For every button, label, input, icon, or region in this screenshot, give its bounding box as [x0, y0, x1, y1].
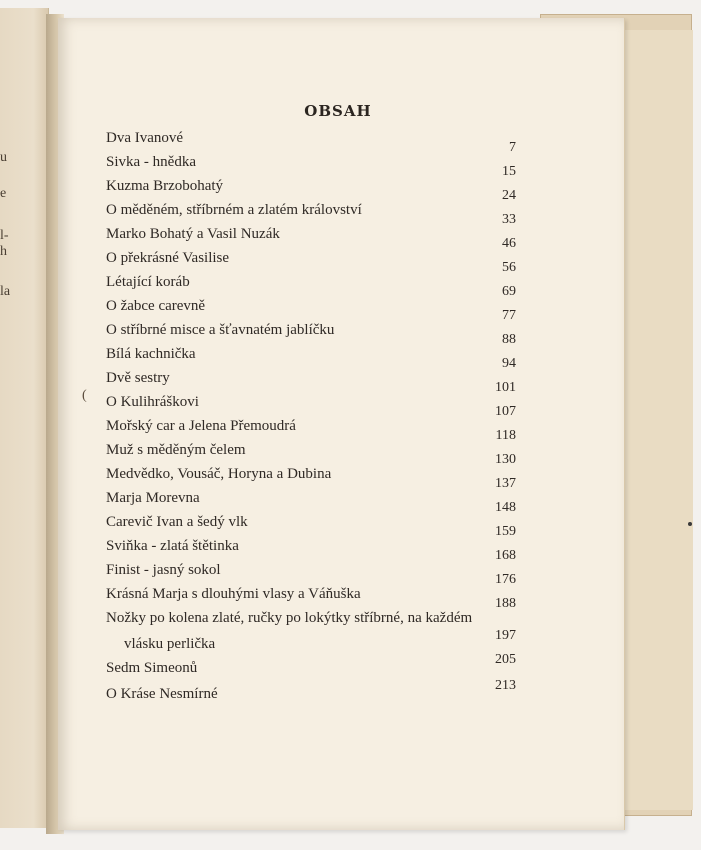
toc-entry-page: 148 — [495, 500, 516, 515]
toc-entry-title: O měděném, stříbrném a zlatém království — [106, 202, 362, 218]
toc-entry-page: 188 — [495, 596, 516, 611]
toc-entry-page: 46 — [502, 236, 516, 251]
toc-entry-page: 88 — [502, 332, 516, 347]
toc-entry-title: O Kráse Nesmírné — [106, 686, 218, 702]
toc-entry-title: Nožky po kolena zlaté, ručky po lokýtky stříbrné, na každém — [106, 610, 473, 626]
toc-entry-title: Mořský car a Jelena Přemoudrá — [106, 418, 296, 434]
toc-entry-page: 118 — [495, 428, 516, 443]
toc-entry-page: 101 — [495, 380, 516, 395]
toc-entry-page: 107 — [495, 404, 516, 419]
toc-entry-title: Bílá kachnička — [106, 346, 196, 362]
toc-entry-title: Dvě sestry — [106, 370, 170, 386]
toc-entry-page: 15 — [502, 164, 516, 179]
left-page-fragment: u — [0, 150, 7, 165]
toc-entry-title: Létající koráb — [106, 274, 190, 290]
toc-entry-page: 7 — [509, 140, 516, 155]
toc-entry-page: 137 — [495, 476, 516, 491]
toc-entry-title: Sviňka - zlatá štětinka — [106, 538, 239, 554]
toc-entry-page: 69 — [502, 284, 516, 299]
left-page — [0, 8, 49, 828]
toc-entry-page: 168 — [495, 548, 516, 563]
toc-entry-page: 56 — [502, 260, 516, 275]
toc-entry-page: 77 — [502, 308, 516, 323]
toc-entry-page: 159 — [495, 524, 516, 539]
toc-entry-page: 33 — [502, 212, 516, 227]
toc-entry-title: Kuzma Brzobohatý — [106, 178, 224, 194]
toc-entry-page: 24 — [502, 188, 516, 203]
toc-entry-page: 213 — [495, 678, 516, 693]
toc-entry-page: 130 — [495, 452, 516, 467]
left-page-fragment: h — [0, 244, 7, 259]
toc-entry-title: Dva Ivanové — [106, 130, 184, 146]
toc-entry-title: Sedm Simeonů — [106, 660, 198, 676]
toc-entry-title: Marko Bohatý a Vasil Nuzák — [106, 226, 280, 242]
toc-entry-title: O žabce carevně — [106, 298, 206, 314]
toc-entry-title: Medvědko, Vousáč, Horyna a Dubina — [106, 466, 332, 482]
page-title: OBSAH — [304, 102, 372, 120]
toc-entry-title: Carevič Ivan a šedý vlk — [106, 514, 248, 530]
toc-entry-page: 176 — [495, 572, 516, 587]
toc-entry-title: O překrásné Vasilise — [106, 250, 230, 266]
toc-entry-title: Marja Morevna — [106, 490, 200, 506]
left-page-fragment: l- — [0, 228, 9, 243]
page-speck — [688, 522, 692, 526]
toc-entry-page: 94 — [502, 356, 516, 371]
toc-entry-title: vlásku perlička — [124, 636, 216, 652]
margin-mark: ( — [82, 388, 87, 403]
toc-entry-page: 197 — [495, 628, 516, 643]
contents-page — [58, 18, 625, 830]
toc-entry-title: O stříbrné misce a šťavnatém jablíčku — [106, 322, 335, 338]
left-page-fragment: e — [0, 186, 7, 201]
toc-entry-title: Krásná Marja s dlouhými vlasy a Váňuška — [106, 586, 361, 602]
toc-entry-page: 205 — [495, 652, 516, 667]
toc-entry-title: Sivka - hnědka — [106, 154, 196, 170]
toc-entry-title: Muž s měděným čelem — [106, 442, 246, 458]
left-page-fragment: la — [0, 284, 11, 299]
toc-entry-title: O Kulihráškovi — [106, 394, 199, 410]
toc-entry-title: Finist - jasný sokol — [106, 562, 221, 578]
